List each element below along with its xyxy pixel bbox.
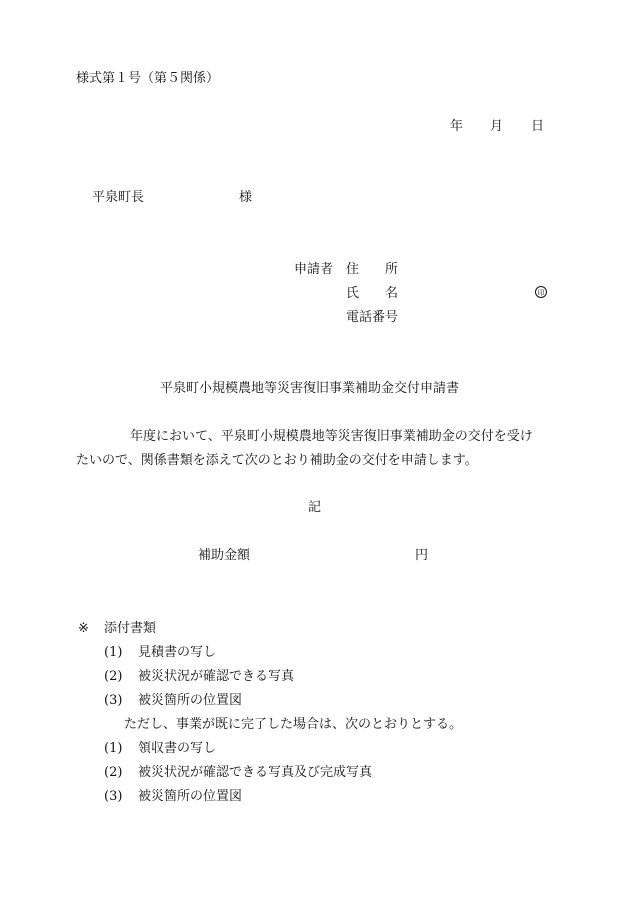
completed-attachment-num: (2) xyxy=(104,765,123,780)
addressee-name: 平泉町長 xyxy=(92,190,145,205)
body-line-2: たいので、関係書類を添えて次のとおり補助金の交付を申請します。 xyxy=(76,453,478,468)
attachment-num: (3) xyxy=(104,693,123,708)
date-month: 月 xyxy=(490,119,504,134)
completed-attachment-text: 被災状況が確認できる写真及び完成写真 xyxy=(138,765,373,780)
completed-attachment-text: 領収書の写し xyxy=(138,741,217,756)
document-title: 平泉町小規模農地等災害復旧事業補助金交付申請書 xyxy=(160,381,460,396)
attachments-heading: 添付書類 xyxy=(104,621,157,636)
attachments-note: ただし、事業が既に完了した場合は、次のとおりとする。 xyxy=(124,717,463,732)
address-label: 住 所 xyxy=(346,262,399,277)
attachment-text: 被災箇所の位置図 xyxy=(138,693,243,708)
attachment-num: (1) xyxy=(104,645,123,660)
completed-attachment-num: (1) xyxy=(104,741,123,756)
date-day: 日 xyxy=(531,119,545,134)
ki-heading: 記 xyxy=(308,500,322,515)
applicant-label: 申請者 xyxy=(294,262,334,277)
body-line-1: 年度において、平泉町小規模農地等災害復旧事業補助金の交付を受け xyxy=(130,429,533,444)
attachments-mark: ※ xyxy=(78,621,89,636)
amount-unit: 円 xyxy=(415,548,429,563)
name-label: 氏 名 xyxy=(346,286,399,301)
completed-attachment-num: (3) xyxy=(104,789,123,804)
attachment-text: 見積書の写し xyxy=(138,645,217,660)
completed-attachment-text: 被災箇所の位置図 xyxy=(138,789,243,804)
addressee-honorific: 様 xyxy=(239,190,253,205)
phone-label: 電話番号 xyxy=(346,310,399,325)
amount-label: 補助金額 xyxy=(198,548,251,563)
seal-mark: 印 xyxy=(535,286,547,298)
attachment-text: 被災状況が確認できる写真 xyxy=(138,669,295,684)
attachment-num: (2) xyxy=(104,669,123,684)
form-label: 様式第１号（第５関係） xyxy=(76,71,220,86)
date-year: 年 xyxy=(450,119,464,134)
